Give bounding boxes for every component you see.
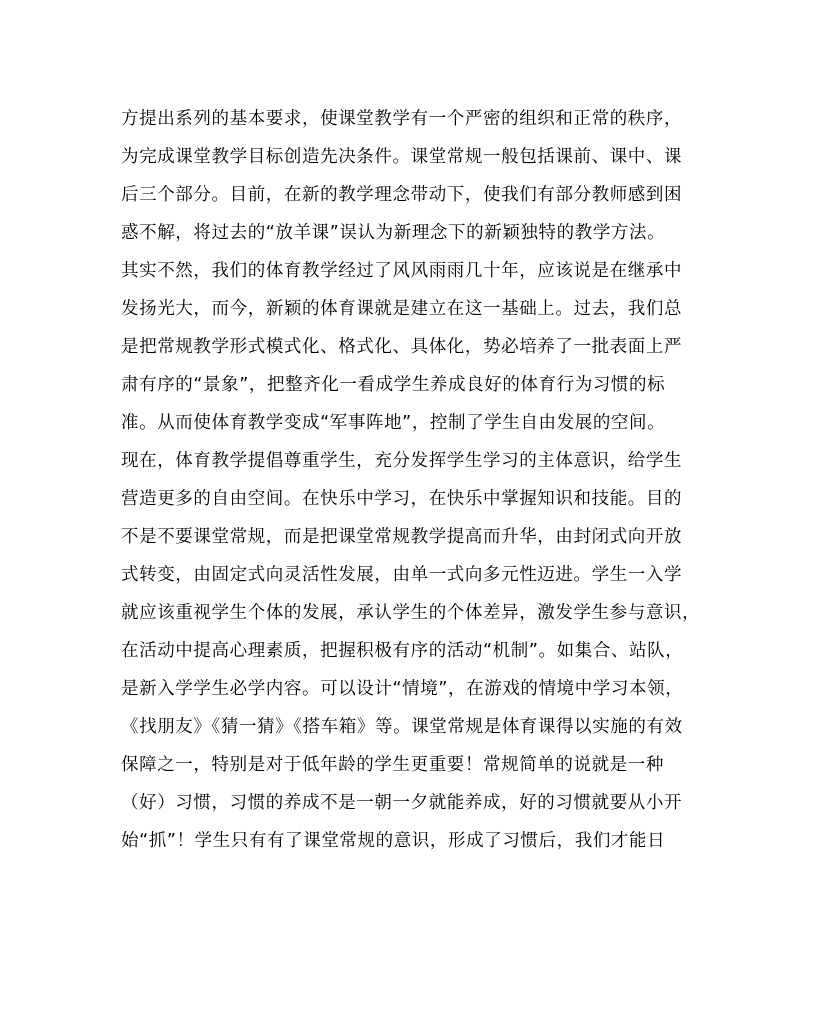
body-text: [121, 100, 701, 860]
text-line: 不是不要课堂常规，而是把课堂常规教学提高而升华，由封闭式向开放: [121, 527, 683, 547]
text-line: 在活动中提高心理素质，把握积极有序的活动“机制”。如集合、站队，: [121, 641, 684, 661]
text-line: 发扬光大，而今，新颖的体育课就是建立在这一基础上。过去，我们总: [121, 299, 683, 319]
text-line: 准。从而使体育教学变成“军事阵地”，控制了学生自由发展的空间。: [121, 413, 666, 433]
text-line: 后三个部分。目前，在新的教学理念带动下，使我们有部分教师感到困: [121, 185, 683, 205]
text-line: 现在，体育教学提倡尊重学生，充分发挥学生学习的主体意识，给学生: [121, 451, 683, 471]
text-line: 始“抓”！学生只有有了课堂常规的意识，形成了习惯后，我们才能日: [121, 831, 666, 851]
text-line: 惑不解，将过去的“放羊课”误认为新理念下的新颖独特的教学方法。: [121, 223, 666, 243]
text-line: 肃有序的“景象”，把整齐化一看成学生养成良好的体育行为习惯的标: [121, 375, 666, 395]
text-line: 方提出系列的基本要求，使课堂教学有一个严密的组织和正常的秩序，: [121, 109, 683, 129]
text-line: 是把常规教学形式模式化、格式化、具体化，势必培养了一批表面上严: [121, 337, 683, 357]
text-line: 就应该重视学生个体的发展，承认学生的个体差异，激发学生参与意识，: [121, 603, 701, 623]
text-line: （好）习惯，习惯的养成不是一朝一夕就能养成，好的习惯就要从小开: [121, 793, 683, 813]
text-line: 式转变，由固定式向灵活性发展，由单一式向多元性迈进。学生一入学: [121, 565, 683, 585]
text-line: 保障之一，特别是对于低年龄的学生更重要！常规简单的说就是一种: [121, 755, 664, 775]
text-line: 为完成课堂教学目标创造先决条件。课堂常规一般包括课前、课中、课: [121, 147, 683, 167]
text-line: 是新入学学生必学内容。可以设计“情境”，在游戏的情境中学习本领，: [121, 679, 684, 699]
text-line: 其实不然，我们的体育教学经过了风风雨雨几十年，应该说是在继承中: [121, 261, 683, 281]
text-line: 《找朋友》《猜一猜》《搭车箱》等。课堂常规是体育课得以实施的有效: [121, 717, 683, 737]
text-line: 营造更多的自由空间。在快乐中学习，在快乐中掌握知识和技能。目的: [121, 489, 683, 509]
